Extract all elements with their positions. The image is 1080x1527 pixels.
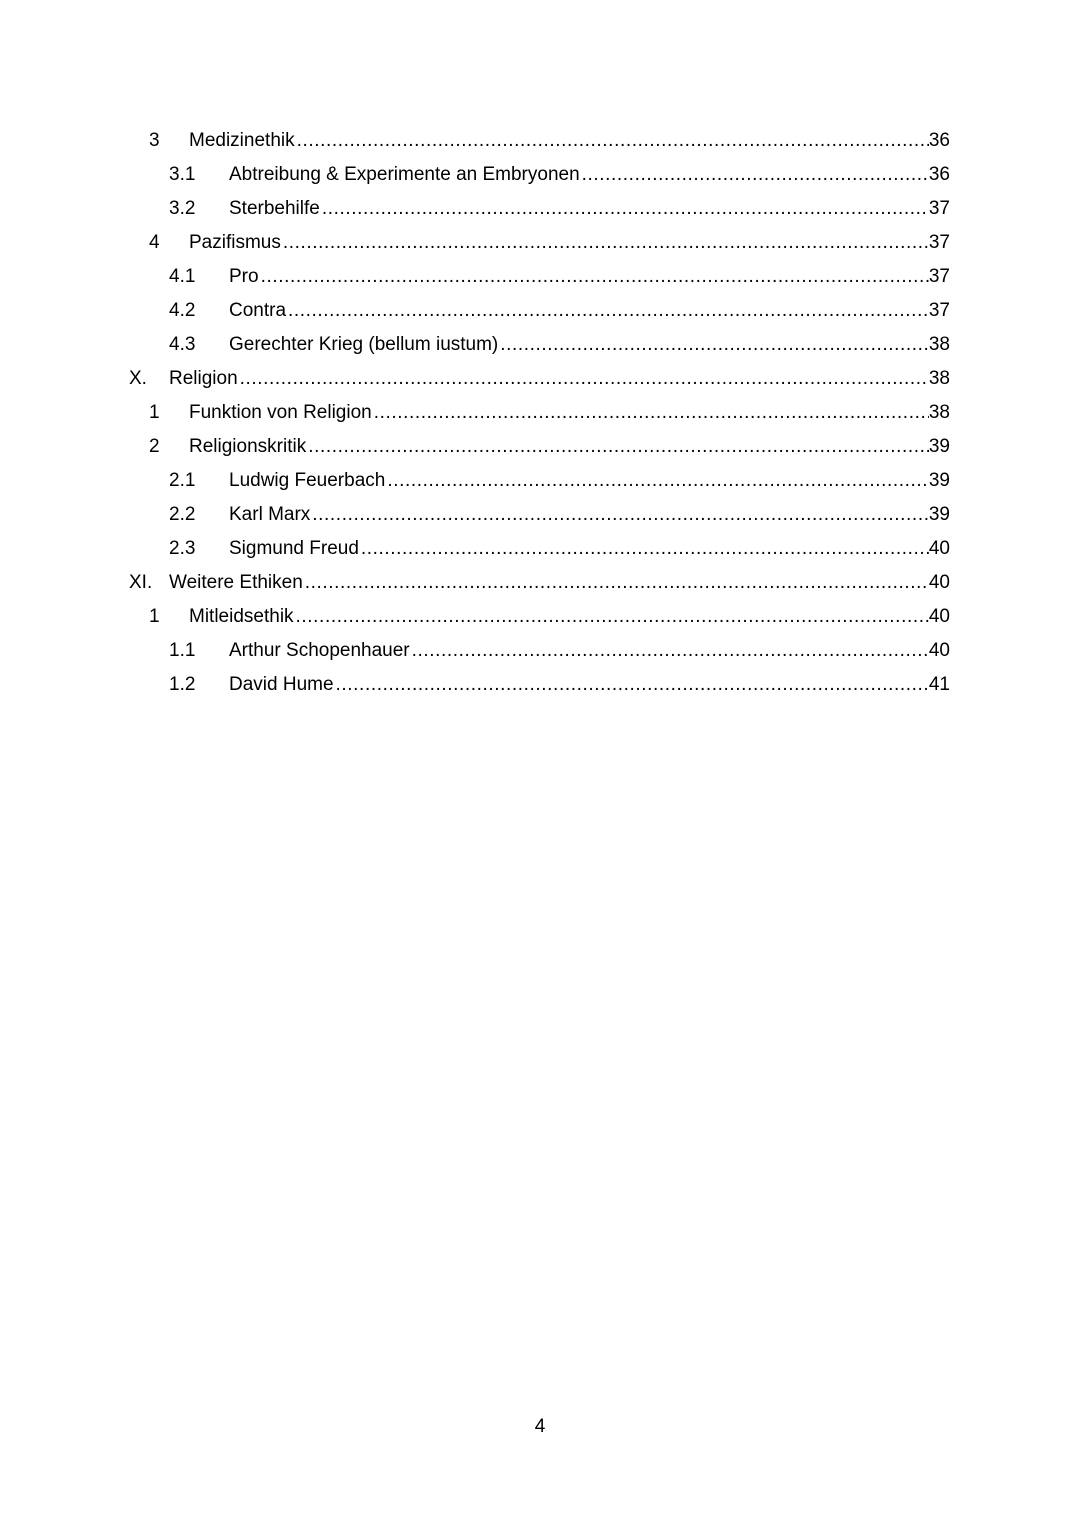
toc-entry-line [189, 600, 950, 634]
toc-entry[interactable] [0, 396, 1080, 430]
dot-leader [312, 498, 929, 532]
toc-entry-page: 38 [928, 334, 950, 355]
toc-entry-title: Karl Marx [229, 504, 311, 525]
toc-entry[interactable] [0, 600, 1080, 634]
toc-entry[interactable] [0, 226, 1080, 260]
toc-entry-title: Ludwig Feuerbach [229, 470, 386, 491]
toc-entry-title: Funktion von Religion [189, 402, 372, 423]
toc-entry[interactable] [0, 260, 1080, 294]
toc-entry-title: David Hume [229, 674, 334, 695]
toc-entry-number: 2.1 [169, 470, 196, 491]
toc-entry-page: 41 [928, 674, 950, 695]
toc-entry-line [229, 634, 950, 668]
toc-entry-number: 3.1 [169, 164, 196, 185]
toc-entry[interactable] [0, 668, 1080, 702]
dot-leader [412, 634, 929, 668]
toc-entry-page: 39 [928, 504, 950, 525]
dot-leader [361, 532, 929, 566]
toc-entry-page: 38 [928, 402, 950, 423]
toc-entry-line [229, 464, 950, 498]
toc-entry[interactable] [0, 634, 1080, 668]
toc-entry-line [169, 362, 950, 396]
toc-entry-title: Arthur Schopenhauer [229, 640, 410, 661]
toc-entry-title: Religionskritik [189, 436, 307, 457]
toc-entry[interactable] [0, 328, 1080, 362]
toc-entry-page: 37 [928, 300, 950, 321]
toc-entry-number: 2.3 [169, 538, 196, 559]
toc-entry-line [189, 396, 950, 430]
toc-entry-page: 38 [928, 368, 950, 389]
toc-entry-number: 1.2 [169, 674, 196, 695]
toc-entry-line [189, 124, 950, 158]
dot-leader [336, 668, 929, 702]
toc-entry-page: 39 [928, 470, 950, 491]
table-of-contents [0, 124, 1080, 702]
toc-entry-page: 40 [928, 572, 950, 593]
toc-entry-line [229, 158, 950, 192]
toc-entry-title: Pazifismus [189, 232, 281, 253]
toc-entry-number: 1 [149, 402, 160, 423]
toc-entry-number: 1.1 [169, 640, 196, 661]
dot-leader [308, 430, 929, 464]
dot-leader [305, 566, 929, 600]
toc-entry-number: 4 [149, 232, 160, 253]
toc-entry-title: Sterbehilfe [229, 198, 320, 219]
toc-entry-title: Weitere Ethiken [169, 572, 303, 593]
toc-entry[interactable] [0, 294, 1080, 328]
dot-leader [374, 396, 929, 430]
dot-leader [297, 124, 929, 158]
toc-entry-line [229, 532, 950, 566]
toc-entry-title: Religion [169, 368, 238, 389]
toc-entry-page: 39 [928, 436, 950, 457]
toc-entry-title: Sigmund Freud [229, 538, 359, 559]
page-number: 4 [534, 1416, 546, 1437]
toc-entry-number: XI. [129, 572, 153, 593]
toc-entry[interactable] [0, 532, 1080, 566]
toc-entry-number: 2.2 [169, 504, 196, 525]
toc-entry-page: 37 [928, 198, 950, 219]
toc-entry-line [189, 226, 950, 260]
dot-leader [582, 158, 929, 192]
toc-entry-number: 3.2 [169, 198, 196, 219]
toc-entry-title: Mitleidsethik [189, 606, 294, 627]
toc-entry-number: 2 [149, 436, 160, 457]
toc-entry-number: 1 [149, 606, 160, 627]
toc-entry[interactable] [0, 498, 1080, 532]
toc-entry-number: 4.3 [169, 334, 196, 355]
toc-entry-page: 36 [928, 130, 950, 151]
dot-leader [322, 192, 929, 226]
dot-leader [500, 328, 929, 362]
toc-entry-line [229, 328, 950, 362]
toc-entry-title: Contra [229, 300, 287, 321]
dot-leader [296, 600, 929, 634]
toc-entry-title: Gerechter Krieg (bellum iustum) [229, 334, 499, 355]
dot-leader [240, 362, 929, 396]
dot-leader [288, 294, 929, 328]
toc-entry-number: X. [129, 368, 147, 389]
toc-entry-page: 36 [928, 164, 950, 185]
toc-entry[interactable] [0, 192, 1080, 226]
toc-entry-line [229, 294, 950, 328]
toc-entry-line [229, 498, 950, 532]
toc-entry[interactable] [0, 158, 1080, 192]
toc-entry[interactable] [0, 362, 1080, 396]
toc-entry[interactable] [0, 566, 1080, 600]
toc-entry-line [229, 668, 950, 702]
dot-leader [283, 226, 929, 260]
toc-entry-page: 37 [928, 266, 950, 287]
toc-entry-page: 37 [928, 232, 950, 253]
toc-entry-number: 4.1 [169, 266, 196, 287]
toc-entry-line [229, 192, 950, 226]
toc-entry-title: Medizinethik [189, 130, 295, 151]
toc-entry-page: 40 [928, 538, 950, 559]
dot-leader [261, 260, 929, 294]
toc-entry-title: Pro [229, 266, 259, 287]
toc-entry[interactable] [0, 124, 1080, 158]
toc-entry[interactable] [0, 464, 1080, 498]
toc-entry-number: 4.2 [169, 300, 196, 321]
toc-entry-line [229, 260, 950, 294]
toc-entry-title: Abtreibung & Experimente an Embryonen [229, 164, 580, 185]
toc-entry-page: 40 [928, 606, 950, 627]
toc-entry-number: 3 [149, 130, 160, 151]
toc-entry-line [169, 566, 950, 600]
dot-leader [387, 464, 929, 498]
toc-entry[interactable] [0, 430, 1080, 464]
toc-entry-page: 40 [928, 640, 950, 661]
toc-entry-line [189, 430, 950, 464]
